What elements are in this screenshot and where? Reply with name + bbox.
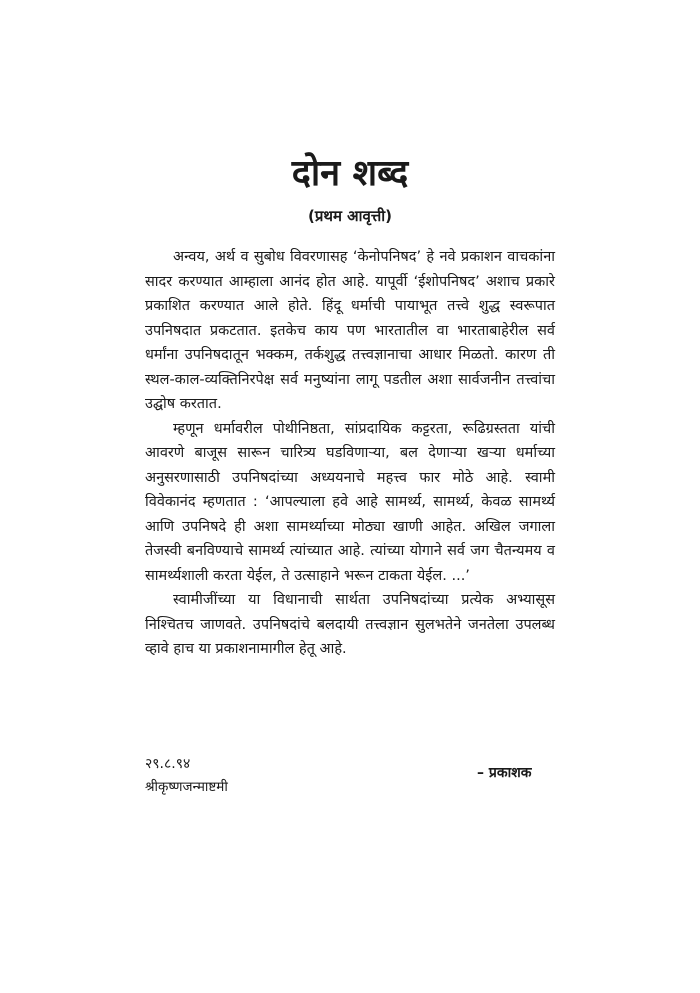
paragraph-1: अन्वय, अर्थ व सुबोध विवरणासह ‘केनोपनिषद’ हे नवे प्रकाशन वाचकांना सादर करण्यात आम्हाला आनंद होत आहे. यापूर्वी ‘ईशोपनिषद’ अशाच प्रकारे प्रकाशित करण्यात आले होते. हिंदू धर्माची पायाभूत तत्त्वे शुद्ध स्वरूपात उपनिषदात प्रकटतात. इतकेच काय पण भारतातील वा भारताबाहेरील सर्व धर्मांना उपनिषदातून भक्कम, तर्कशुद्ध तत्त्वज्ञानाचा आधार मिळतो. कारण ती स्थल-काल-व्यक्तिनिरपेक्ष सर्व मनुष्यांना लागू पडतील अशा सार्वजनीन तत्त्वांचा उद्घोष करतात. (145, 249, 555, 412)
date-line: २९.८.९४ (145, 756, 191, 772)
publisher-signature: – प्रकाशक (477, 765, 532, 781)
paragraph-3: स्वामीजींच्या या विधानाची सार्थता उपनिषदांच्या प्रत्येक अभ्यासूस निश्चितच जाणवते. उपनिषदांचे बलदायी तत्त्वज्ञान सुलभतेने जनतेला उपलब्ध व्हावे हाच या प्रकाशनामागील हेतू आहे. (145, 592, 555, 657)
paragraph-2: म्हणून धर्मावरील पोथीनिष्ठता, सांप्रदायिक कट्टरता, रूढिग्रस्तता यांची आवरणे बाजूस सारून चारित्र्य घडविणाऱ्या, बल देणाऱ्या खऱ्या धर्माच्या अनुसरणासाठी उपनिषदांच्या अध्ययनाचे महत्त्व फार मोठे आहे. स्वामी विवेकानंद म्हणतात : ‘आपल्याला हवे आहे सामर्थ्य, सामर्थ्य, केवळ सामर्थ्य आणि उपनिषदे ही अशा सामर्थ्याच्या मोठ्या खाणी आहेत. अखिल जगाला तेजस्वी बनविण्याचे सामर्थ्य त्यांच्यात आहे. त्यांच्या योगाने सर्व जग चैतन्यमय व सामर्थ्यशाली करता येईल, ते उत्साहाने भरून टाकता येईल. ...’ (145, 420, 555, 584)
preface-body (145, 245, 555, 662)
occasion-line: श्रीकृष्णजन्माष्टमी (145, 779, 228, 795)
page-title: दोन शब्द (291, 153, 409, 194)
edition-subtitle: (प्रथम आवृत्ती) (308, 207, 392, 225)
